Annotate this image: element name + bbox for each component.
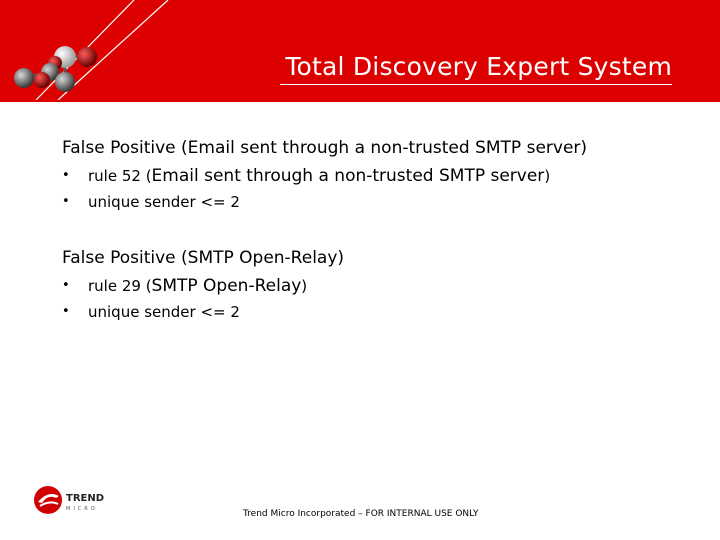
bullet-dot-icon: •: [62, 168, 70, 183]
bullet-item-sender: [62, 189, 587, 215]
bullet-text: unique sender <= 2: [88, 193, 240, 211]
bullet-text: rule 29 (: [88, 277, 152, 295]
bullet-emphasis: Email sent through a non-trusted SMTP server: [151, 166, 545, 186]
bullet-item-rule: [62, 273, 344, 299]
footer-text: Trend Micro Incorporated – FOR INTERNAL USE ONLY: [243, 509, 479, 519]
section-open-relay: [62, 248, 344, 325]
trend-micro-logo-icon: [32, 484, 122, 524]
bullet-item-sender: [62, 299, 344, 325]
bullet-suffix: ): [301, 277, 308, 295]
bullet-emphasis: SMTP Open-Relay: [151, 276, 302, 296]
section-heading: False Positive (Email sent through a non-trusted SMTP server): [62, 138, 588, 158]
bullet-dot-icon: •: [62, 194, 70, 209]
section-heading: False Positive (SMTP Open-Relay): [62, 248, 345, 268]
bullet-dot-icon: •: [62, 304, 70, 319]
logo-brand-top: TREND: [66, 493, 105, 504]
slide-header: [0, 0, 720, 100]
header-bottom-border: [0, 100, 720, 102]
bullet-text: rule 52 (: [88, 167, 152, 185]
bullet-list: [62, 163, 587, 215]
bullet-text: unique sender <= 2: [88, 303, 240, 321]
bullet-suffix: ): [544, 167, 551, 185]
bullet-list: [62, 273, 344, 325]
bullet-dot-icon: •: [62, 278, 70, 293]
bullet-item-rule: [62, 163, 587, 189]
logo-brand-bottom: MICRO: [66, 506, 98, 512]
title-underline: [280, 84, 672, 85]
section-email-nontrusted: [62, 138, 587, 215]
slide-title: Total Discovery Expert System: [285, 52, 672, 81]
molecule-graphic: [0, 0, 120, 100]
